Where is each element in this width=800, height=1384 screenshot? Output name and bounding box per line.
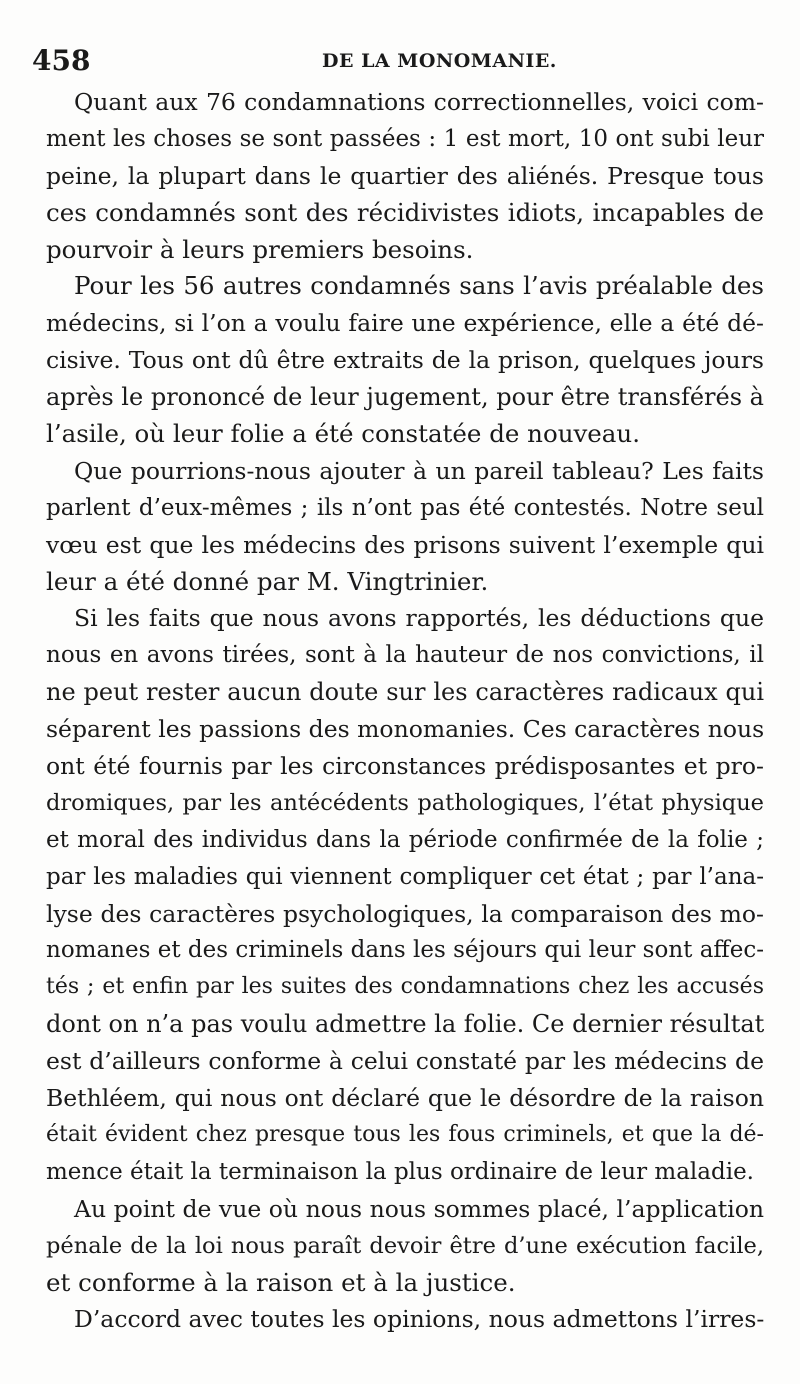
text-line: nous en avons tirées, sont à la hauteur de nos convictions, il	[46, 642, 764, 669]
text-line: dromiques, par les antécédents pathologiques, l’état physique	[46, 789, 764, 816]
text-line: Que pourrions-nous ajouter à un pareil tableau? Les faits	[74, 456, 764, 485]
text-line: après le prononcé de leur jugement, pour être transférés à	[46, 383, 764, 412]
text-line: D’accord avec toutes les opinions, nous admettons l’irres-	[74, 1305, 765, 1334]
text-line: nomanes et des criminels dans les séjours qui leur sont affec-	[46, 937, 765, 964]
text-line: leur a été donné par M. Vingtrinier.	[46, 566, 489, 596]
text-line: lyse des caractères psychologiques, la comparaison des mo-	[46, 899, 764, 928]
text-line: médecins, si l’on a voulu faire une expérience, elle a été dé-	[46, 309, 764, 338]
text-line: ces condamnés sont des récidivistes idiots, incapables de	[46, 197, 764, 227]
text-line: est d’ailleurs conforme à celui constaté par les médecins de	[46, 1047, 764, 1076]
text-line: était évident chez presque tous les fous criminels, et que la dé-	[46, 1121, 764, 1147]
text-line: parlent d’eux-mêmes ; ils n’ont pas été contestés. Notre seul	[46, 494, 764, 521]
body-text	[46, 84, 764, 1338]
text-line: Au point de vue où nous nous sommes placé, l’application	[74, 1194, 764, 1223]
text-line: vœu est que les médecins des prisons suivent l’exemple qui	[46, 530, 764, 559]
text-line: mence était la terminaison la plus ordinaire de leur maladie.	[46, 1158, 754, 1185]
text-line: ment les choses se sont passées : 1 est mort, 10 ont subi leur	[46, 125, 764, 152]
text-line: et conforme à la raison et à la justice.	[46, 1267, 516, 1297]
text-line: par les maladies qui viennent compliquer cet état ; par l’ana-	[46, 863, 764, 890]
page-header	[32, 44, 752, 76]
text-line: Pour les 56 autres condamnés sans l’avis préalable des	[74, 271, 764, 301]
running-head: DE LA MONOMANIE.	[322, 50, 557, 72]
page-number: 458	[32, 44, 91, 77]
text-line: Bethléem, qui nous ont déclaré que le désordre de la raison	[46, 1084, 764, 1113]
text-line: pénale de la loi nous paraît devoir être d’une exécution facile,	[46, 1232, 764, 1259]
text-line: ont été fournis par les circonstances prédisposantes et pro-	[46, 752, 764, 781]
text-line: et moral des individus dans la période confirmée de la folie ;	[46, 826, 764, 853]
text-line: Quant aux 76 condamnations correctionnelles, voici com-	[74, 88, 764, 116]
text-line: tés ; et enfin par les suites des condamnations chez les accusés	[46, 974, 764, 1000]
text-line: cisive. Tous ont dû être extraits de la prison, quelques jours	[46, 346, 764, 375]
text-line: Si les faits que nous avons rapportés, les déductions que	[74, 604, 764, 633]
text-line: dont on n’a pas voulu admettre la folie. Ce dernier résultat	[46, 1010, 765, 1039]
text-line: séparent les passions des monomanies. Ces caractères nous	[46, 715, 765, 744]
text-line: l’asile, où leur folie a été constatée de nouveau.	[46, 419, 640, 449]
text-line: peine, la plupart dans le quartier des aliénés. Presque tous	[46, 161, 764, 190]
text-line: ne peut rester aucun doute sur les caractères radicaux qui	[46, 678, 764, 707]
text-line: pourvoir à leurs premiers besoins.	[46, 234, 474, 264]
